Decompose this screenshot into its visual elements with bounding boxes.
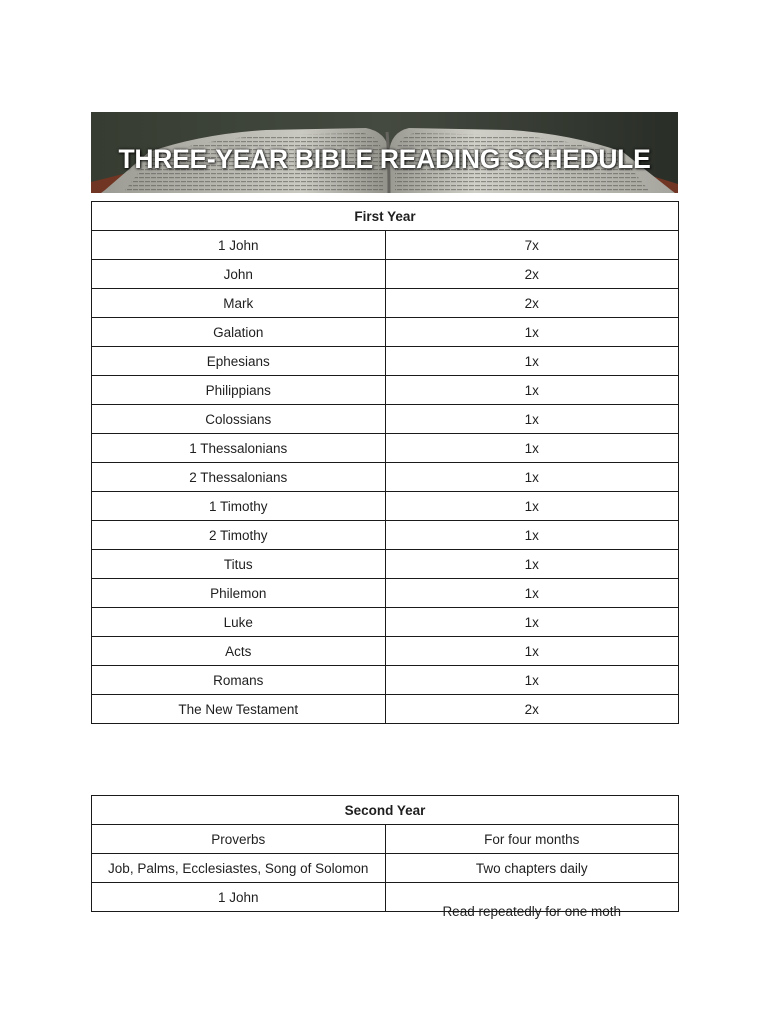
book-cell: Galation <box>92 318 386 347</box>
second-year-table <box>91 795 679 919</box>
times-cell: 1x <box>385 608 679 637</box>
times-cell: 1x <box>385 579 679 608</box>
times-cell: 1x <box>385 405 679 434</box>
book-cell: Romans <box>92 666 386 695</box>
table-row <box>92 883 679 912</box>
times-cell: 7x <box>385 231 679 260</box>
table-row <box>92 463 679 492</box>
table-row <box>92 550 679 579</box>
book-cell: Luke <box>92 608 386 637</box>
table-row <box>92 579 679 608</box>
table-header-row <box>92 796 679 825</box>
second-year-heading: Second Year <box>92 796 679 825</box>
page-title: THREE-YEAR BIBLE READING SCHEDULE <box>118 144 651 174</box>
table-row <box>92 666 679 695</box>
book-cell: Proverbs <box>92 825 386 854</box>
book-cell: Colossians <box>92 405 386 434</box>
book-cell: The New Testament <box>92 695 386 724</box>
times-cell: 1x <box>385 434 679 463</box>
book-cell: Job, Palms, Ecclesiastes, Song of Solomon <box>92 854 386 883</box>
table-row <box>92 854 679 883</box>
first-year-table <box>91 201 679 724</box>
table-row <box>92 289 679 318</box>
book-cell: Titus <box>92 550 386 579</box>
book-cell: Philippians <box>92 376 386 405</box>
table-row <box>92 521 679 550</box>
times-cell: 2x <box>385 289 679 318</box>
book-cell: Mark <box>92 289 386 318</box>
plan-text: Read repeatedly for one moth <box>442 904 622 919</box>
plan-cell <box>385 883 679 919</box>
book-cell: 1 Timothy <box>92 492 386 521</box>
times-cell: 1x <box>385 666 679 695</box>
times-cell: 1x <box>385 347 679 376</box>
table-row <box>92 825 679 854</box>
book-cell: 2 Timothy <box>92 521 386 550</box>
first-year-heading: First Year <box>92 202 679 231</box>
book-cell: 1 John <box>92 231 386 260</box>
header-banner <box>91 112 678 193</box>
table-row <box>92 318 679 347</box>
table-header-row <box>92 202 679 231</box>
times-cell: 2x <box>385 260 679 289</box>
book-cell: Acts <box>92 637 386 666</box>
times-cell: 1x <box>385 550 679 579</box>
times-cell: 1x <box>385 318 679 347</box>
book-cell: 2 Thessalonians <box>92 463 386 492</box>
table-row <box>92 608 679 637</box>
table-row <box>92 347 679 376</box>
book-cell: Philemon <box>92 579 386 608</box>
times-cell: 1x <box>385 376 679 405</box>
table-row <box>92 637 679 666</box>
book-cell: 1 Thessalonians <box>92 434 386 463</box>
book-cell: John <box>92 260 386 289</box>
times-cell: 1x <box>385 637 679 666</box>
times-cell: 2x <box>385 695 679 724</box>
table-row <box>92 376 679 405</box>
table-row <box>92 405 679 434</box>
times-cell: 1x <box>385 463 679 492</box>
plan-cell: Two chapters daily <box>385 854 679 883</box>
table-row <box>92 434 679 463</box>
plan-cell: For four months <box>385 825 679 854</box>
table-row <box>92 492 679 521</box>
table-row <box>92 260 679 289</box>
times-cell: 1x <box>385 521 679 550</box>
times-cell: 1x <box>385 492 679 521</box>
table-row <box>92 231 679 260</box>
book-cell: 1 John <box>92 883 386 912</box>
table-row <box>92 695 679 724</box>
book-cell: Ephesians <box>92 347 386 376</box>
